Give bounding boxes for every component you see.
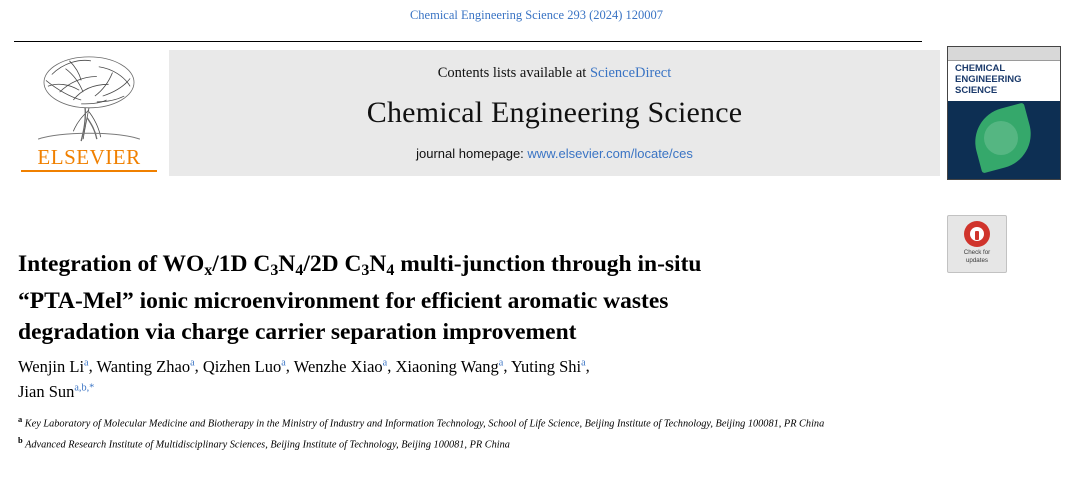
title-line-1: Integration of $WO_x/1D$ $C_3N_4/2D$ $C_3N_4$ multi-junction through in-situ xyxy=(18,250,702,279)
title-line-2: “PTA-Mel” ionic microenvironment for efficient aromatic wastes xyxy=(18,287,669,314)
page-title xyxy=(18,249,898,348)
elsevier-logo xyxy=(14,49,164,175)
author-item[interactable]: Qizhen Luo$^a$ xyxy=(202,356,286,376)
cover-artwork xyxy=(948,101,1060,179)
crossmark-badge-button[interactable] xyxy=(947,215,1007,273)
title-line-3: degradation via charge carrier separation improvement xyxy=(18,318,577,345)
author-item[interactable]: Yuting Shi$^a$ xyxy=(510,356,586,376)
cover-title: CHEMICAL ENGINEERING SCIENCE xyxy=(955,63,1022,96)
journal-homepage-link[interactable]: www.elsevier.com/locate/ces xyxy=(527,146,693,161)
contents-line xyxy=(438,65,672,82)
contents-prefix: Contents lists available at xyxy=(437,65,590,81)
crossmark-icon xyxy=(964,221,990,247)
homepage-prefix: journal homepage: xyxy=(416,146,528,161)
author-item[interactable]: Wenzhe Xiao$^a$ xyxy=(293,356,388,376)
affiliation-item: $^a$ Key Laboratory of Molecular Medicine and Biotherapy in the Ministry of Industry and Information Technology, School of Life Science, Beijing Institute of Technology, Beijing 100081, PR China xyxy=(18,414,825,430)
homepage-line xyxy=(416,146,693,161)
cover-glow-shape xyxy=(984,121,1018,155)
elsevier-tree-icon xyxy=(30,53,148,145)
crossmark-label-line1: Check for xyxy=(963,249,991,256)
journal-cover-thumbnail xyxy=(947,46,1061,180)
masthead-top-rule xyxy=(14,41,922,42)
running-head: Chemical Engineering Science 293 (2024) 120007 xyxy=(409,8,664,22)
affiliation-list xyxy=(18,412,930,455)
journal-banner xyxy=(169,50,940,176)
elsevier-underline xyxy=(21,170,157,172)
sciencedirect-link[interactable]: ScienceDirect xyxy=(589,65,672,81)
author-item[interactable]: Wanting Zhao$^a$ xyxy=(96,356,195,376)
author-item[interactable]: Jian Sun$^{a,b,*}$ xyxy=(18,382,95,401)
crossmark-label xyxy=(964,249,990,264)
author-item[interactable]: Xiaoning Wang$^a$ xyxy=(395,356,504,376)
crossmark-label-line2: updates xyxy=(965,256,988,264)
author-item[interactable]: Wenjin Li$^a$ xyxy=(18,356,89,376)
affiliation-item: $^b$ Advanced Research Institute of Multidisciplinary Sciences, Beijing Institute of Technology, Beijing 100081, PR China xyxy=(18,435,510,451)
elsevier-wordmark: ELSEVIER xyxy=(37,145,141,169)
journal-title: Chemical Engineering Science xyxy=(366,96,743,129)
author-list: Wenjin Li$^a$, Wanting Zhao$^a$, Qizhen Luo$^a$, Wenzhe Xiao$^a$, Xiaoning Wang$^a$, Yuting Shi$^a$, Jian Sun$^{a,b,*}$ xyxy=(18,356,590,401)
journal-masthead xyxy=(14,41,1059,178)
cover-topbar xyxy=(948,47,1060,61)
